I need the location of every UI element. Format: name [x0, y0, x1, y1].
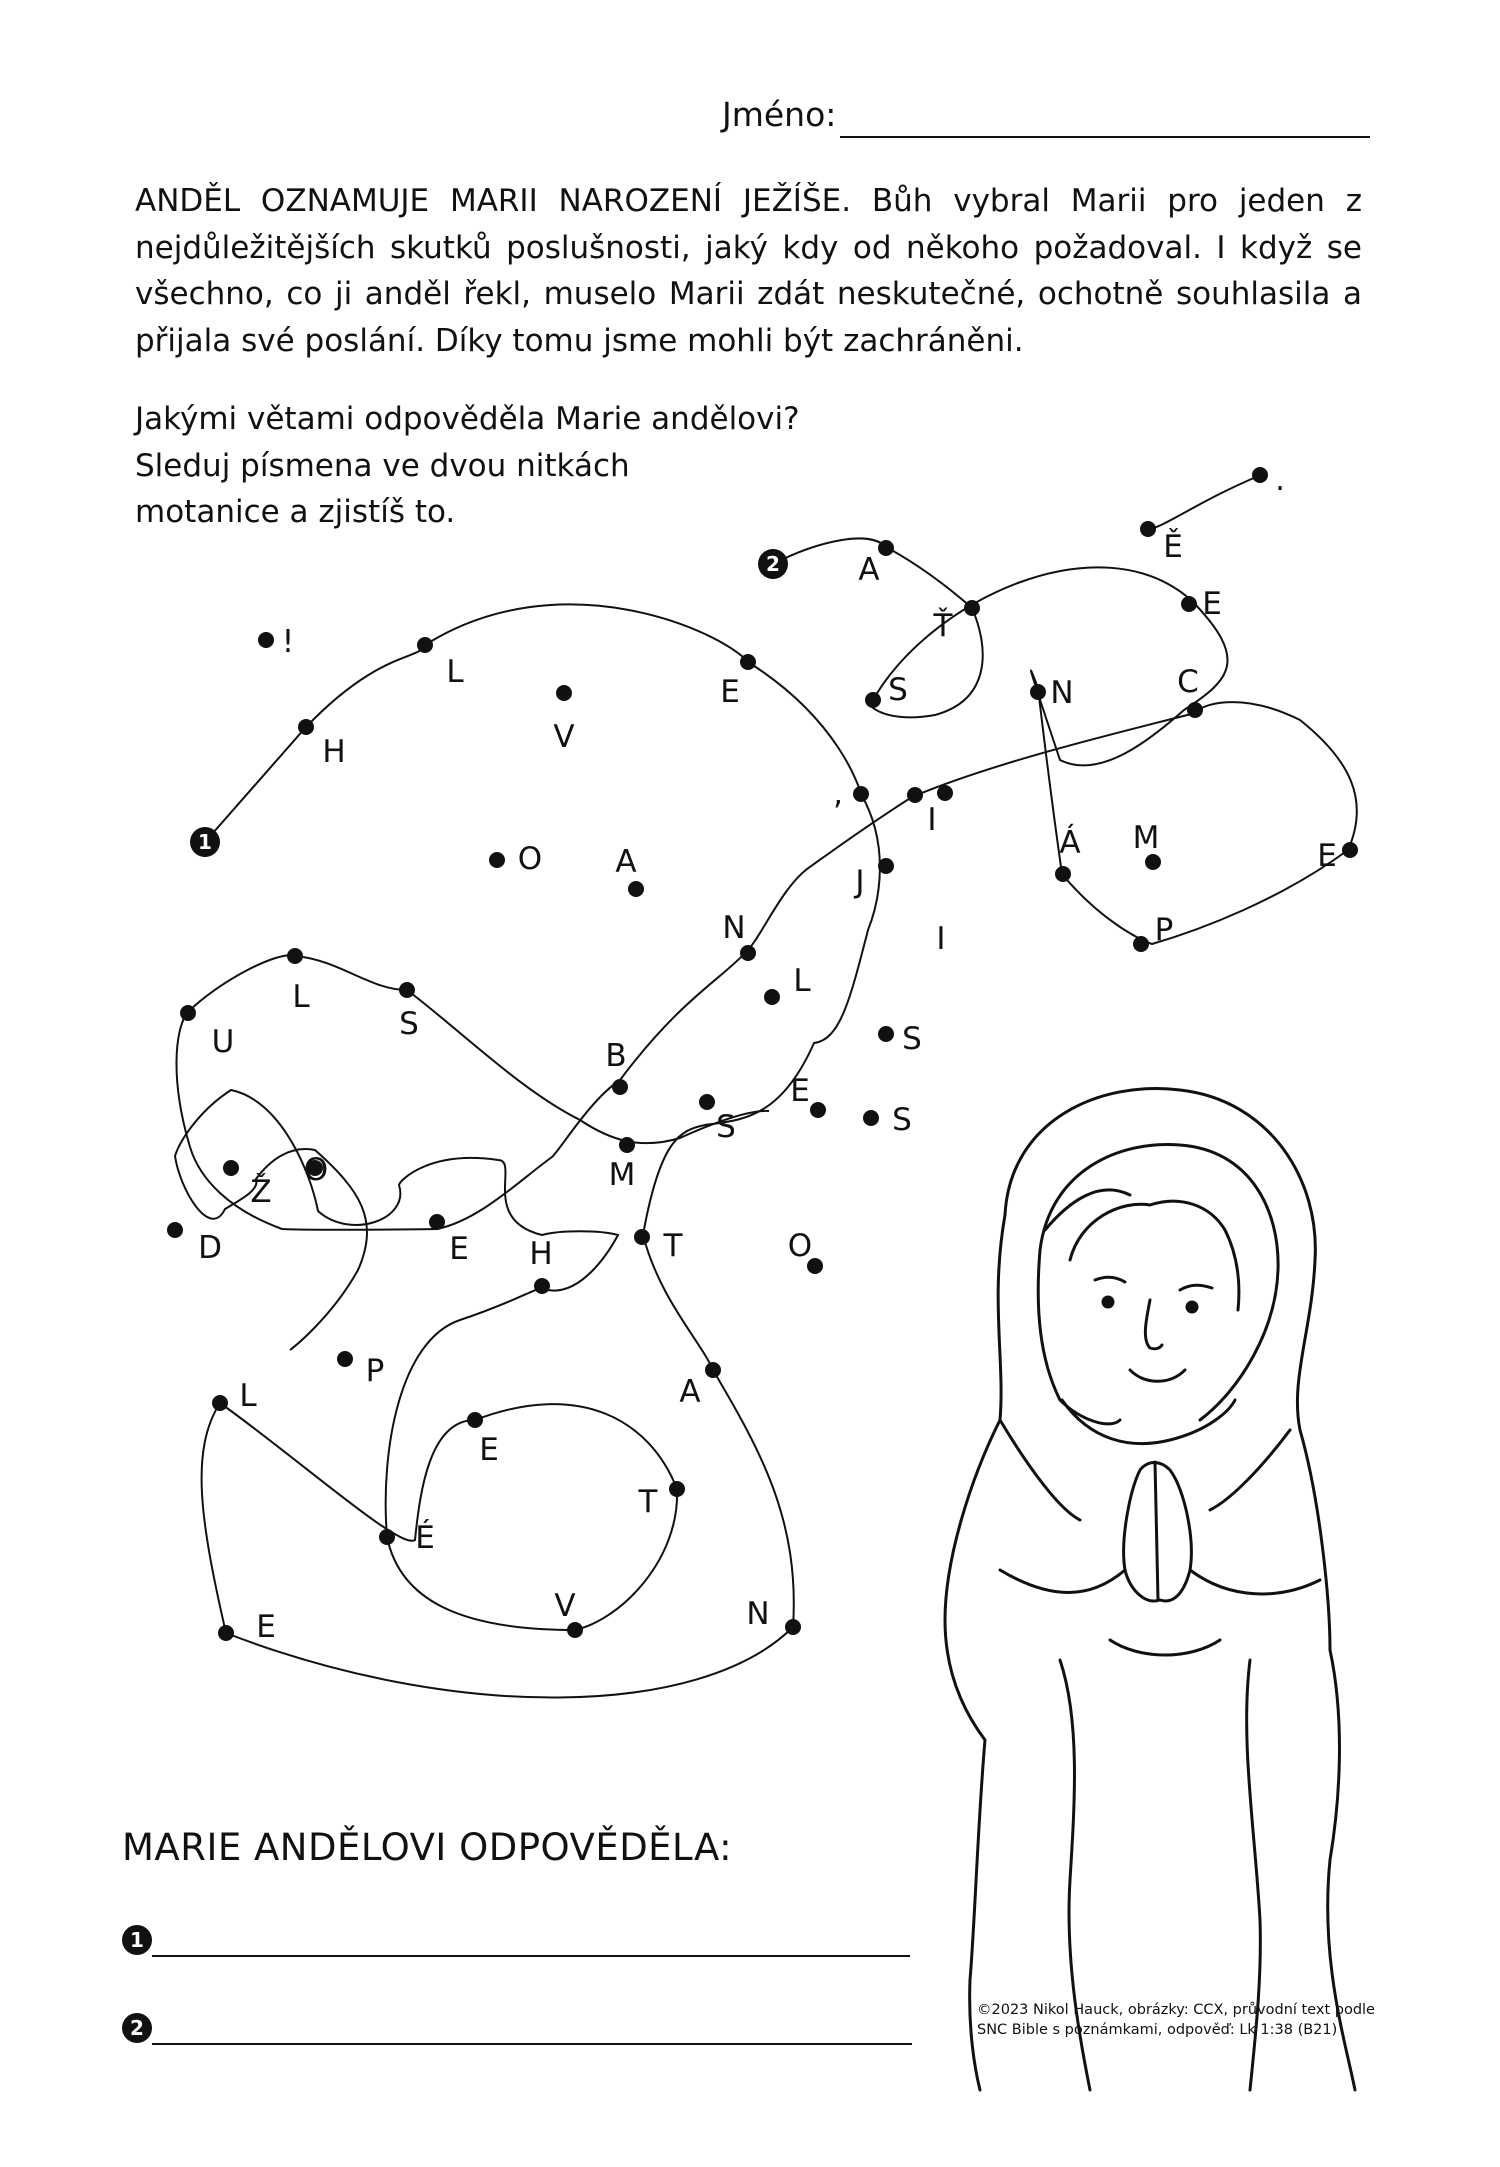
thread-dot	[379, 1529, 395, 1545]
puzzle-letter: O	[517, 841, 543, 877]
puzzle-letter: M	[1132, 820, 1160, 856]
thread-dot	[964, 600, 980, 616]
name-label: Jméno:	[722, 95, 837, 134]
puzzle-letter: Á	[1059, 825, 1081, 861]
thread-dot	[1140, 521, 1156, 537]
thread-dot	[417, 637, 433, 653]
puzzle-letter: S	[399, 1006, 419, 1042]
puzzle-letter: O	[787, 1228, 813, 1264]
puzzle-letter: C	[1177, 664, 1199, 700]
puzzle-letter: A	[615, 844, 637, 880]
thread-dot	[337, 1351, 353, 1367]
thread-dot	[785, 1619, 801, 1635]
puzzle-letter: P	[1154, 912, 1174, 948]
answer-input-line-1[interactable]	[152, 1955, 910, 1957]
thread-dot	[287, 948, 303, 964]
intro-paragraph: ANDĚL OZNAMUJE MARII NAROZENÍ JEŽÍŠE. Bůh vybral Marii pro jeden z nejdůležitějších skutků poslušnosti, jaký kdy od někoho požadoval. I když se všechno, co ji anděl řekl, muselo Marii zdát neskutečné, ochotně souhlasila a přijala své poslání. Díky tomu jsme mohli být zachráněni.	[135, 183, 1362, 359]
answer-number-2: 2	[122, 2013, 152, 2043]
answer-input-line-2[interactable]	[152, 2043, 912, 2045]
thread-dot	[467, 1412, 483, 1428]
start-marker-2-label: 2	[766, 552, 780, 576]
thread-dot	[429, 1214, 445, 1230]
thread-dot	[699, 1094, 715, 1110]
puzzle-letter: T	[638, 1484, 658, 1520]
question-line-2: Sleduj písmena ve dvou nitkách	[135, 447, 630, 484]
puzzle-letter: E	[256, 1609, 276, 1645]
puzzle-letter: J	[855, 864, 865, 900]
puzzle-letter: O	[303, 1152, 329, 1188]
puzzle-letter: Ť	[933, 608, 953, 644]
thread-dot	[705, 1362, 721, 1378]
question-line-3: motanice a zjistíš to.	[135, 494, 456, 530]
thread-dot	[865, 692, 881, 708]
puzzle-letter: I	[936, 921, 946, 957]
thread-dot	[218, 1625, 234, 1641]
credit-line-2: SNC Bible s poznámkami, odpověď: Lk 1:38 (B21)	[977, 2022, 1338, 2038]
thread-dot	[878, 858, 894, 874]
puzzle-letter: L	[292, 979, 310, 1015]
puzzle-letter: É	[415, 1520, 435, 1556]
start-marker-1-label: 1	[198, 830, 212, 854]
puzzle-letter: P	[365, 1353, 385, 1389]
puzzle-letter: .	[1275, 462, 1285, 498]
answer-number-1: 1	[122, 1925, 152, 1955]
answer-title: MARIE ANDĚLOVI ODPOVĚDĚLA:	[122, 1826, 733, 1869]
thread-dot	[1133, 936, 1149, 952]
puzzle-letter: I	[927, 802, 937, 838]
thread-dot	[298, 719, 314, 735]
puzzle-letter: L	[446, 654, 464, 690]
puzzle-letter: S	[716, 1109, 736, 1145]
puzzle-letter: T	[663, 1228, 683, 1264]
thread-dot	[669, 1481, 685, 1497]
thread-dot	[740, 654, 756, 670]
answer-line-2[interactable]	[122, 2008, 912, 2048]
puzzle-letter: V	[554, 1588, 576, 1624]
thread-dot	[878, 540, 894, 556]
thread-dot	[634, 1229, 650, 1245]
thread-dot	[878, 1026, 894, 1042]
thread-dot	[1252, 467, 1268, 483]
credit-note	[977, 2000, 1377, 2040]
thread-dot	[810, 1102, 826, 1118]
puzzle-letter: B	[605, 1038, 627, 1074]
puzzle-letter: E	[1317, 838, 1337, 874]
puzzle-letter: A	[858, 552, 880, 588]
credit-line-1: ©2023 Nikol Hauck, obrázky: CCX, průvodní text podle	[977, 2002, 1375, 2018]
thread-dot	[1030, 684, 1046, 700]
thread-dot	[223, 1160, 239, 1176]
puzzle-letter: S	[892, 1102, 912, 1138]
thread-dot	[764, 989, 780, 1005]
thread-dot	[567, 1622, 583, 1638]
thread-1	[175, 604, 880, 1697]
puzzle-letter: Ě	[1163, 529, 1183, 565]
thread-dot	[489, 852, 505, 868]
thread-dot	[534, 1278, 550, 1294]
puzzle-letter: N	[746, 1596, 770, 1632]
thread-dot	[258, 632, 274, 648]
puzzle-letter: D	[198, 1230, 222, 1266]
puzzle-letter: M	[608, 1157, 636, 1193]
mary-illustration	[945, 1089, 1355, 2090]
thread-dot	[863, 1110, 879, 1126]
thread-dot	[612, 1079, 628, 1095]
puzzle-letter: E	[1202, 586, 1222, 622]
puzzle-letter: N	[1050, 675, 1074, 711]
thread-dot	[907, 787, 923, 803]
thread-dot	[740, 945, 756, 961]
puzzle-letter: H	[322, 734, 346, 770]
puzzle-letter: S	[902, 1021, 922, 1057]
thread-dot	[937, 785, 953, 801]
thread-2-tail	[1148, 475, 1261, 529]
puzzle-letter: N	[722, 910, 746, 946]
thread-dot	[619, 1137, 635, 1153]
puzzle-letter: E	[720, 674, 740, 710]
answer-line-1[interactable]	[122, 1920, 910, 1960]
puzzle-letter: L	[793, 963, 811, 999]
thread-dot	[853, 786, 869, 802]
thread-dot	[1145, 854, 1161, 870]
thread-dot	[180, 1005, 196, 1021]
puzzle-letter: V	[553, 719, 575, 755]
puzzle-letter: S	[888, 672, 908, 708]
puzzle-letter: E	[479, 1432, 499, 1468]
puzzle-letter: U	[211, 1024, 235, 1060]
thread-dot	[1342, 842, 1358, 858]
puzzle-letter: E	[790, 1073, 810, 1109]
thread-dot	[628, 881, 644, 897]
puzzle-letter: H	[529, 1236, 553, 1272]
thread-dot	[1187, 702, 1203, 718]
thread-dot	[399, 982, 415, 998]
puzzle-letter: A	[679, 1374, 701, 1410]
question-line-1: Jakými větami odpověděla Marie andělovi?	[135, 401, 800, 437]
puzzle-letter: ,	[833, 776, 843, 812]
puzzle-letter: L	[239, 1378, 257, 1414]
thread-2	[176, 539, 1356, 1230]
thread-dot	[1055, 866, 1071, 882]
puzzle-letter: E	[449, 1231, 469, 1267]
thread-dot	[556, 685, 572, 701]
puzzle-letter: !	[281, 624, 295, 660]
thread-dot	[167, 1222, 183, 1238]
thread-dot	[1181, 596, 1197, 612]
thread-dot	[212, 1395, 228, 1411]
puzzle-letter: Ž	[250, 1174, 272, 1210]
